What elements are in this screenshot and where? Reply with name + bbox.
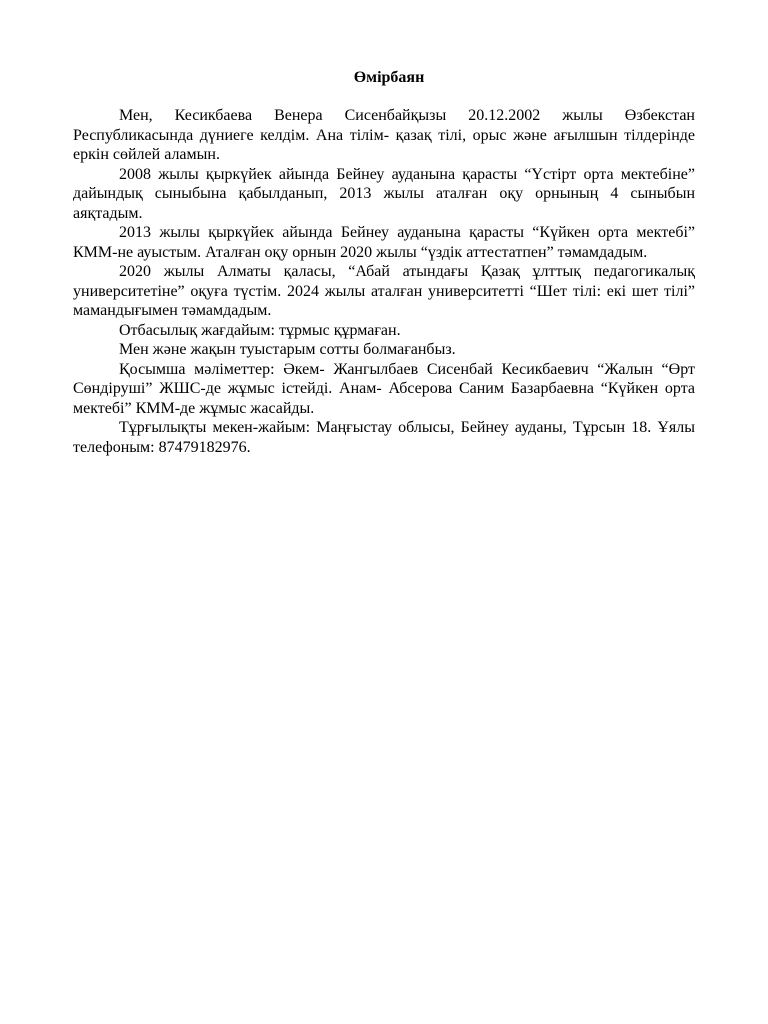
document-page — [73, 66, 695, 457]
paragraph-university: 2020 жылы Алматы қаласы, “Абай атындағы Қазақ ұлттық педагогикалық университетіне” оқуға түстім. 2024 жылы аталған университетті “Шет тілі: екі шет тілі” мамандығымен тәмамдадым. — [73, 263, 695, 319]
document-title: Өмірбаян — [353, 69, 425, 86]
paragraph-birth: Мен, Кесикбаева Венера Сисенбайқызы 20.12.2002 жылы Өзбекстан Республикасында дүниеге келдім. Ана тілім- қазақ тілі, орыс және ағылшын тілдерінде еркін сөйлей аламын. — [73, 107, 695, 163]
paragraph-primary-school: 2008 жылы қыркүйек айында Бейнеу ауданына қарасты “Үстірт орта мектебіне” дайындық сыныбына қабылданып, 2013 жылы аталған оқу орнының 4 сыныбын аяқтадым. — [73, 165, 695, 222]
paragraph-criminal-record: Мен және жақын туыстарым сотты болмағанбыз. — [119, 341, 456, 358]
paragraph-marital-status: Отбасылық жағдайым: тұрмыс құрмаған. — [119, 321, 401, 339]
paragraph-family-info: Қосымша мәліметтер: Әкем- Жангылбаев Сисенбай Кесикбаевич “Жалын “Өрт Сөндіруші” ЖШС-де жұмыс істейді. Анам- Абсерова Саним Базарбаевна “Күйкен орта мектебі” КММ-де жұмыс жасайды. — [73, 360, 695, 417]
paragraph-secondary-school: 2013 жылы қыркүйек айында Бейнеу ауданына қарасты “Күйкен орта мектебі” КММ-не ауыстым. Аталған оқу орнын 2020 жылы “үздік аттестатпен” тәмамдадым. — [73, 224, 695, 261]
paragraph-address-phone: Тұрғылықты мекен-жайым: Маңғыстау облысы, Бейнеу ауданы, Тұрсын 18. Ұялы телефоным: 87479182976. — [73, 419, 695, 456]
